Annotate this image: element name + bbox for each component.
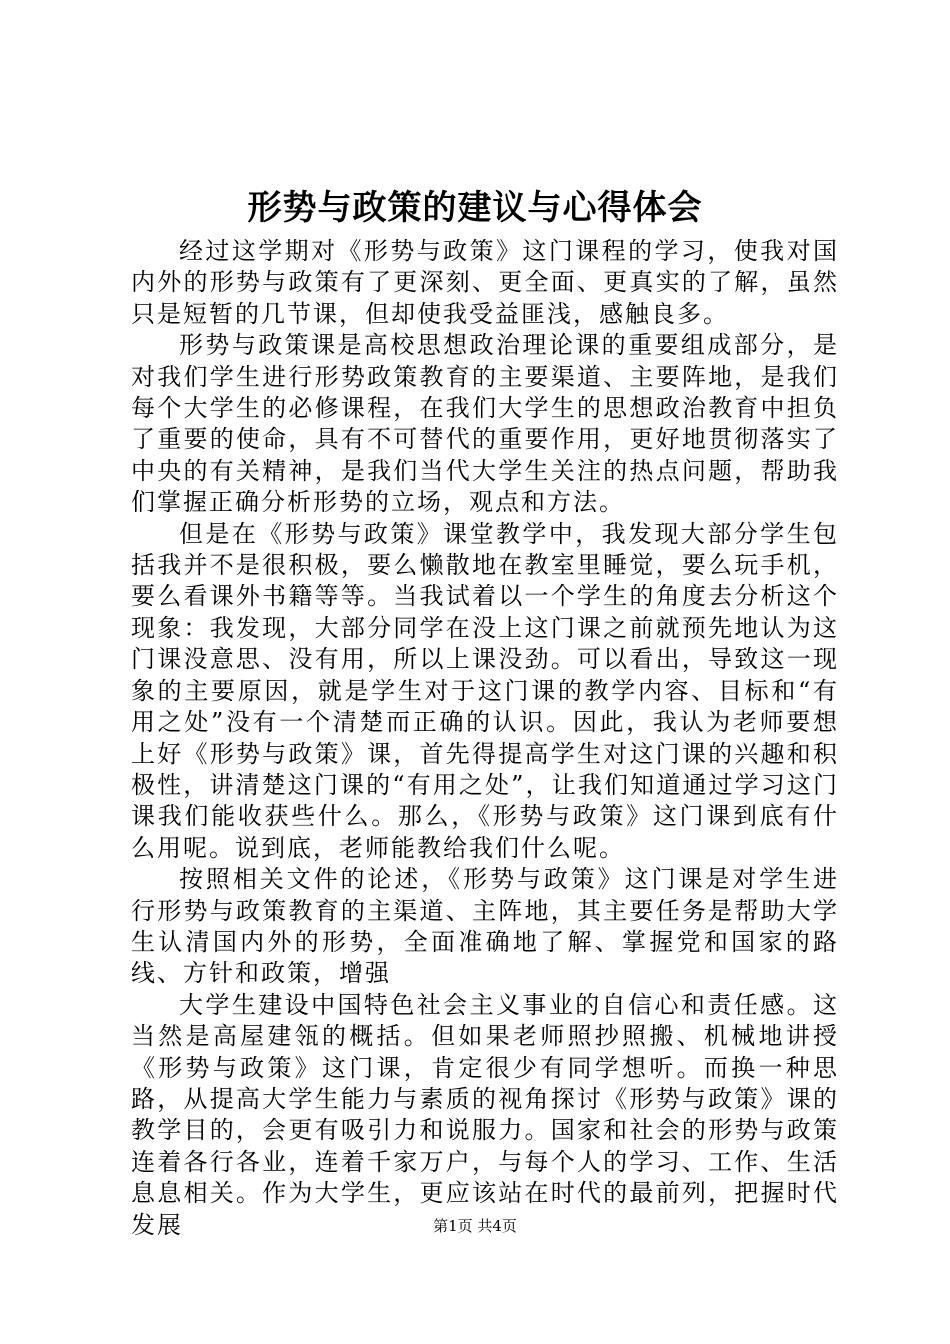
paragraph-2: 形势与政策课是高校思想政治理论课的重要组成部分，是对我们学生进行形势政策教育的主要渠道、主要阵地，是我们每个大学生的必修课程，在我们大学生的思想政治教育中担负了重要的使命，具有不可替代的重要作用，更好地贯彻落实了中央的有关精神，是我们当代大学生关注的热点问题，帮助我们掌握正确分析形势的立场，观点和方法。: [131, 331, 839, 517]
document-body: [131, 236, 839, 1241]
document-title: 形势与政策的建议与心得体会: [247, 188, 703, 228]
paragraph-5: 大学生建设中国特色社会主义事业的自信心和责任感。这当然是高屋建瓴的概括。但如果老师照抄照搬、机械地讲授《形势与政策》这门课，肯定很少有同学想听。而换一种思路，从提高大学生能力与素质的视角探讨《形势与政策》课的教学目的，会更有吸引力和说服力。国家和社会的形势与政策连着各行各业，连着千家万户，与每个人的学习、工作、生活息息相关。作为大学生，更应该站在时代的最前列，把握时代发展: [131, 990, 839, 1239]
paragraph-1: 经过这学期对《形势与政策》这门课程的学习，使我对国内外的形势与政策有了更深刻、更全面、更真实的了解，虽然只是短暂的几节课，但却使我受益匪浅，感触良多。: [131, 237, 839, 328]
paragraph-4: 按照相关文件的论述，《形势与政策》这门课是对学生进行形势与政策教育的主渠道、主阵地，其主要任务是帮助大学生认清国内外的形势，全面准确地了解、掌握党和国家的路线、方针和政策，增强: [131, 865, 839, 988]
page-number-footer: 第1页 共4页: [433, 1217, 517, 1235]
paragraph-3: 但是在《形势与政策》课堂教学中，我发现大部分学生包括我并不是很积极，要么懒散地在教室里睡觉，要么玩手机，要么看课外书籍等等。当我试着以一个学生的角度去分析这个现象：我发现，大部分同学在没上这门课之前就预先地认为这门课没意思、没有用，所以上课没劲。可以看出，导致这一现象的主要原因，就是学生对于这门课的教学内容、目标和“有用之处”没有一个清楚而正确的认识。因此，我认为老师要想上好《形势与政策》课，首先得提高学生对这门课的兴趣和积极性，讲清楚这门课的“有用之处”，让我们知道通过学习这门课我们能收获些什么。那么，《形势与政策》这门课到底有什么用呢。说到底，老师能教给我们什么呢。: [131, 519, 839, 862]
